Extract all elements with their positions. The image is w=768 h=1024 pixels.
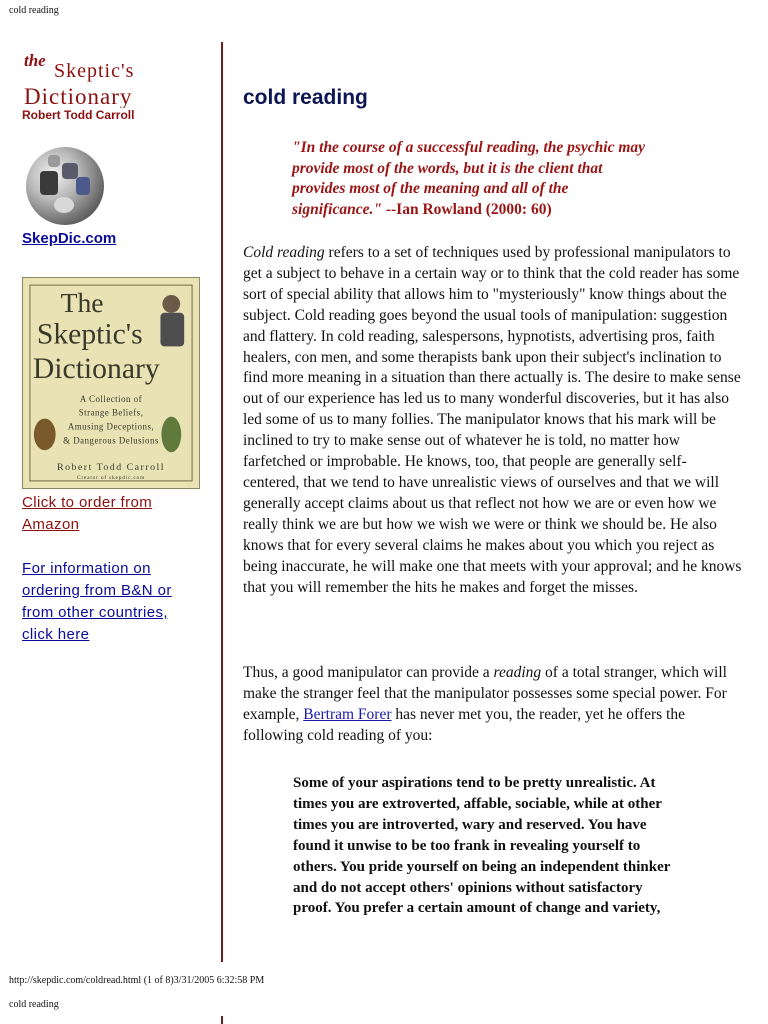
sidebar-divider-next-page [221, 1016, 223, 1024]
order-amazon-link-line2: Amazon [22, 516, 80, 533]
paragraph-2-text-b: of a total stranger, which will make the stranger feel that the manipulator possesses some special power. For example, [243, 664, 727, 723]
quote-line-3: provides most of the meaning and all of the [292, 180, 569, 197]
book-cover-image[interactable] [22, 277, 200, 489]
order-bn-link[interactable] [22, 558, 172, 646]
sidebar-author: Robert Todd Carroll [22, 108, 135, 122]
svg-text:Strange Beliefs,: Strange Beliefs, [78, 407, 144, 418]
svg-text:The: The [60, 286, 104, 318]
paragraph-2-text-a: Thus, a good manipulator can provide a [243, 664, 494, 681]
order-bn-link-line2: ordering from B&N or [22, 582, 172, 599]
svg-text:Dictionary: Dictionary [24, 84, 133, 108]
order-amazon-link-line1: Click to order from [22, 494, 153, 511]
quote-citation: --Ian Rowland (2000: 60) [381, 200, 552, 218]
svg-text:Robert Todd Carroll: Robert Todd Carroll [57, 462, 165, 474]
page-header-title: cold reading [9, 5, 59, 16]
svg-text:A Collection of: A Collection of [79, 393, 143, 404]
svg-text:Dictionary: Dictionary [32, 353, 160, 386]
article-title: cold reading [243, 86, 368, 109]
paragraph-2 [243, 663, 743, 747]
globe-collage-image[interactable] [26, 147, 104, 225]
bertram-forer-link[interactable]: Bertram Forer [303, 705, 392, 723]
sidebar-divider [221, 42, 223, 962]
page-footer-url: http://skepdic.com/coldread.html (1 of 8)3/31/2005 6:32:58 PM [9, 975, 265, 986]
svg-text:& Dangerous Delusions: & Dangerous Delusions [63, 435, 159, 446]
skepdic-link[interactable]: SkepDic.com [22, 230, 117, 247]
page-header-title-next: cold reading [9, 999, 59, 1010]
quote-line-2: provide most of the words, but it is the client that [292, 159, 603, 177]
quote-line-1: "In the course of a successful reading, the psychic may [292, 139, 646, 156]
forer-reading-blockquote: Some of your aspirations tend to be pretty unrealistic. At times you are extroverted, affable, sociable, while at other times you are introverted, wary and reserved. You have found it unwise to be too frank in revealing yourself to others. You pride yourself on being an independent thinker and do not accept others' opinions without satisfactory proof. You prefer a certain amount of change and variety, [293, 775, 671, 917]
svg-text:Creator of skepdic.com: Creator of skepdic.com [76, 474, 146, 481]
order-bn-link-line1: For information on [22, 560, 151, 577]
skeptics-dictionary-logo[interactable] [22, 46, 172, 108]
order-bn-link-line4: click here [22, 626, 90, 643]
svg-text:Skeptic's: Skeptic's [36, 318, 143, 351]
svg-text:the: the [24, 51, 46, 70]
quote-line-4: significance." [292, 200, 382, 218]
rowland-quote [292, 138, 712, 220]
paragraph-1 [243, 243, 743, 598]
paragraph-2-em: reading [493, 664, 542, 681]
order-bn-link-line3: from other countries, [22, 604, 168, 621]
paragraph-1-term: Cold reading [243, 244, 325, 261]
svg-text:Skeptic's: Skeptic's [54, 60, 135, 82]
order-amazon-link[interactable] [22, 492, 152, 536]
svg-text:Amusing Deceptions,: Amusing Deceptions, [67, 421, 155, 432]
paragraph-1-text: refers to a set of techniques used by professional manipulators to get a subject to behave in a certain way or to think that the cold reader has some sort of special ability that allows him to "mysteriously" know things about the subject. Cold reading goes beyond the usual tools of manipulation: suggestion and flattery. In cold reading, salespersons, hypnotists, advertising pros, faith healers, con men, and some therapists bank upon their subject's inclination to find more meaning in a situation than there actually is. The desire to make sense out of our experience has led us to many wonderful discoveries, but it has also led some of us to many follies. The manipulator knows that his mark will be inclined to try to make sense out of whatever he is told, no matter how farfetched or improbable. He knows, too, that people are generally self-centered, that we tend to have unrealistic views of ourselves and that we will generally accept claims about us that reflect not how we are or even how we really think we are but how we wish we were or think we should be. He also knows that for every several claims he makes about you which you reject as being inaccurate, he will make one that meets with your approval; and he knows that you will remember the hits he makes and forget the misses. [243, 244, 742, 596]
paragraph-2-text-c: has never met you, the reader, yet he offers the following cold reading of you: [243, 705, 685, 744]
